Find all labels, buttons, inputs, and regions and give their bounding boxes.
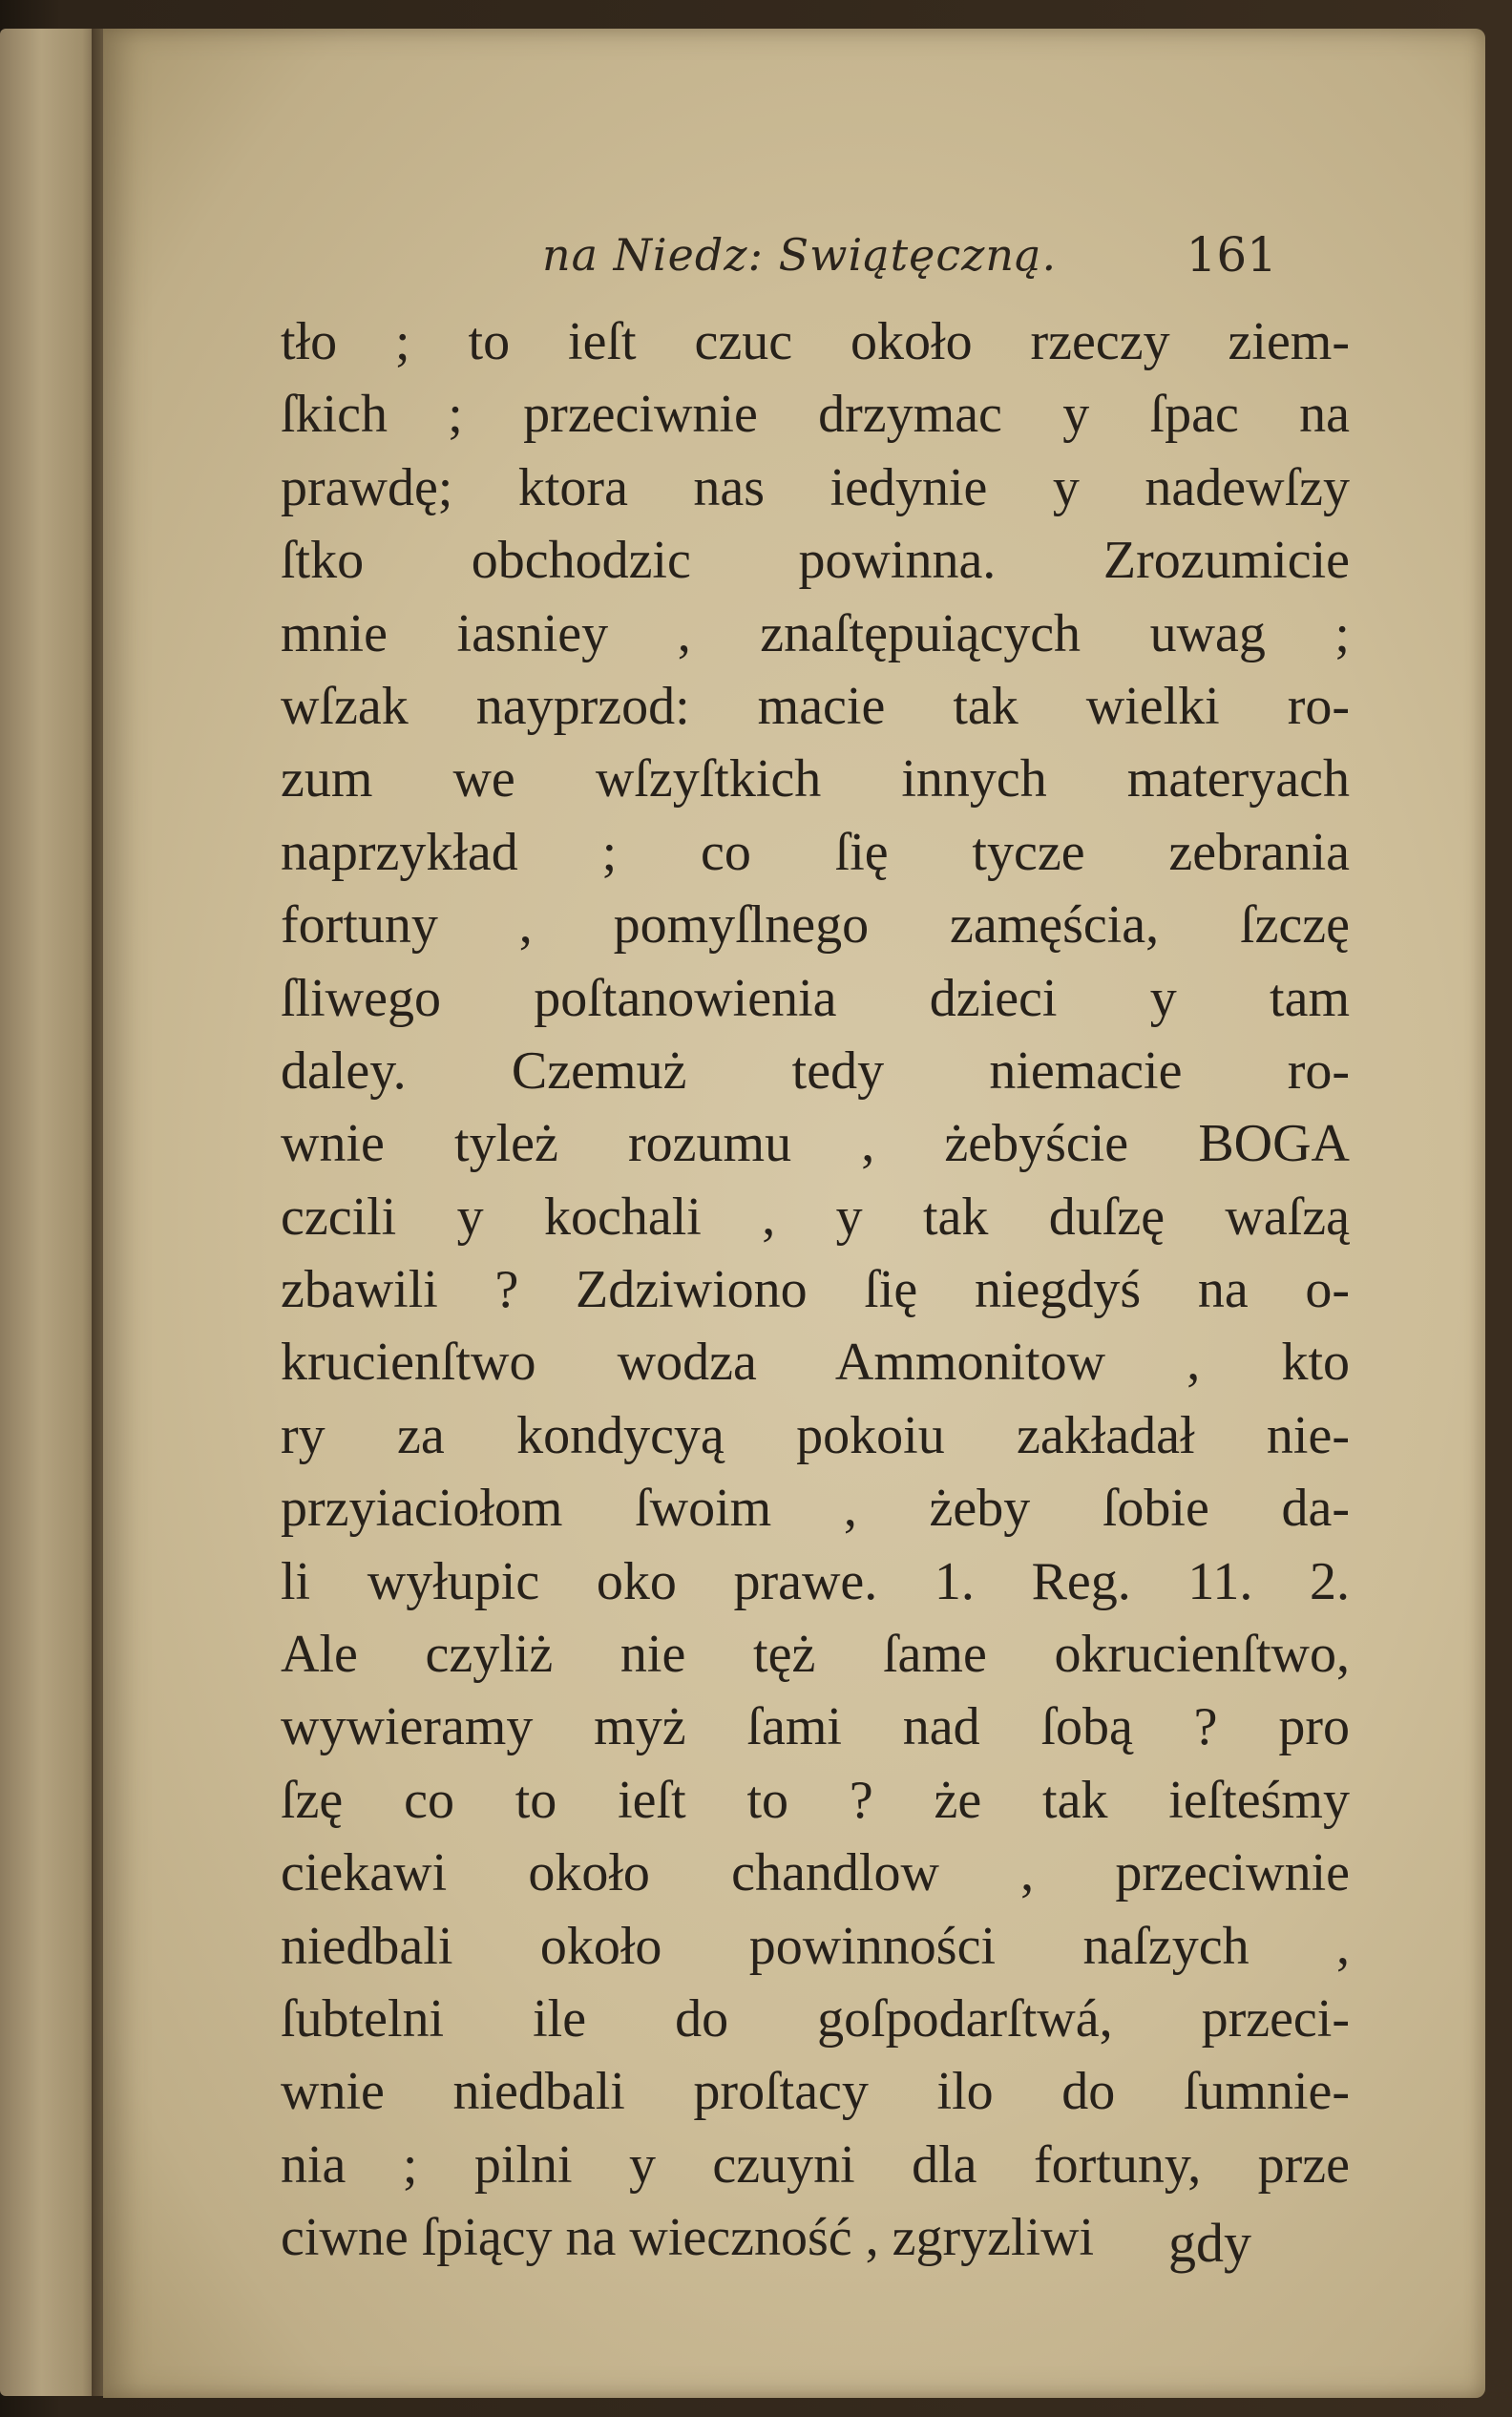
text-line: ſtko obchodzic powinna. Zrozumicie [281,531,1350,591]
text-line: ſubtelni ile do goſpodarſtwá, przeci- [281,1988,1350,2049]
text-line: krucienſtwo wodza Ammonitow , kto [281,1333,1350,1393]
text-line: Ale czyliż nie tęż ſame okrucienſtwo, [281,1625,1350,1685]
text-line: wſzak nayprzod: macie tak wielki ro- [281,676,1350,736]
text-line: fortuny , pomyſlnego zamęścia, ſzczę [281,895,1350,956]
left-page-edge [0,29,103,2396]
text-line: czcili y kochali , y tak duſzę waſzą [281,1187,1350,1247]
text-line: daley. Czemuż tedy niemacie ro- [281,1040,1350,1101]
text-line: niedbali około powinności naſzych , [281,1916,1350,1976]
book-page [103,29,1485,2398]
text-line: nia ; pilni y czuyni dla fortuny, prze [281,2134,1350,2195]
text-line: ciekawi około chandlow , przeciwnie [281,1843,1350,1903]
text-line: ciwne ſpiący na wieczność , zgryzliwi [281,2208,1095,2268]
running-head: na Niedz: Swiątęczną. [542,229,1058,281]
text-line: zum we wſzyſtkich innych materyach [281,749,1350,809]
text-line: wywieramy myż ſami nad ſobą ? pro [281,1697,1350,1757]
text-line: tło ; to ieſt czuc około rzeczy ziem- [281,312,1350,371]
page-number: 161 [1186,227,1277,283]
body-text [281,305,1350,2275]
text-line: wnie niedbali proſtacy ilo do ſumnie- [281,2062,1350,2122]
text-line: ſzę co to ieſt to ? że tak ieſteśmy [281,1770,1350,1830]
text-line: ſliwego poſtanowienia dzieci y tam [281,968,1350,1028]
catchword: gdy [1168,2212,1251,2274]
text-line: ſkich ; przeciwnie drzymac y ſpac na [281,385,1350,445]
text-line: prawdę; ktora nas iedynie y nadewſzy [281,457,1350,517]
text-line: wnie tyleż rozumu , żebyście BOGA [281,1114,1350,1174]
text-line: naprzykład ; co ſię tycze zebrania [281,822,1350,882]
text-line: li wyłupic oko prawe. 1. Reg. 11. 2. [281,1551,1350,1611]
page-header [542,220,1478,305]
text-line: przyiaciołom ſwoim , żeby ſobie da- [281,1479,1350,1539]
text-line: ry za kondycyą pokoiu zakładał nie- [281,1405,1350,1465]
text-line: zbawili ? Zdziwiono ſię niegdyś na o- [281,1260,1350,1320]
text-line: mnie iasniey , znaſtępuiących uwag ; [281,603,1350,663]
